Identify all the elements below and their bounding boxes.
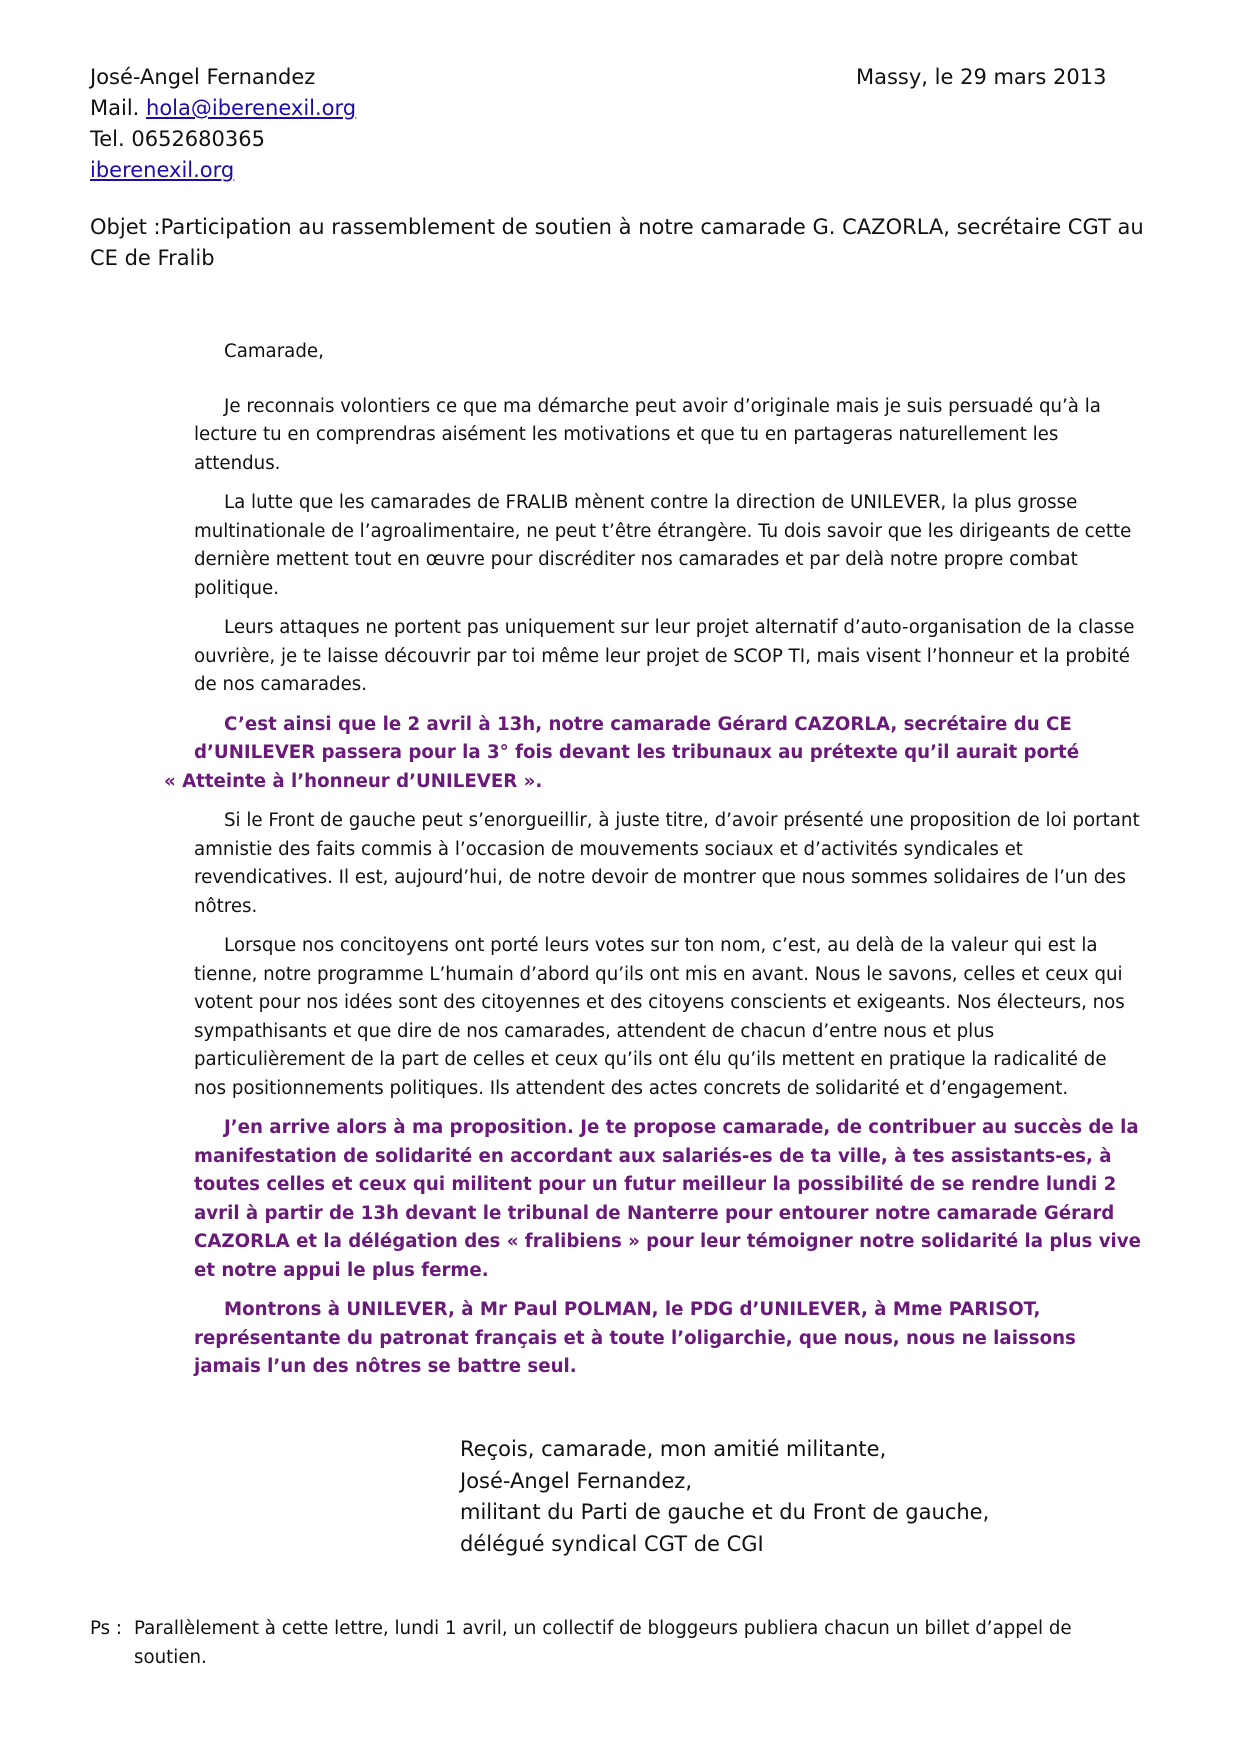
signature-name: José-Angel Fernandez, bbox=[460, 1468, 693, 1493]
greeting: Camarade, bbox=[224, 341, 324, 362]
paragraph: La lutte que les camarades de FRALIB mènent contre la direction de UNILEVER, la plus grosse multinationale de l’agroalimentaire, ne peut t’être étrangère. Tu dois savoir que les dirigeants de cette dernière mettent tout en œuvre pour discréditer nos camarades et par delà notre propre combat politique. bbox=[194, 492, 1132, 599]
letter-subject: Objet :Participation au rassemblement de soutien à notre camarade G. CAZORLA, secrétaire CGT au CE de Fralib bbox=[90, 215, 1144, 270]
letter-body bbox=[164, 338, 1144, 1393]
signature-union: délégué syndical CGT de CGI bbox=[460, 1531, 764, 1556]
website-link[interactable]: iberenexil.org bbox=[90, 158, 235, 182]
postscript bbox=[90, 1614, 1150, 1672]
letter-date: Massy, le 29 mars 2013 bbox=[856, 65, 1107, 89]
sender-mail-line bbox=[90, 93, 356, 124]
highlight-text: C’est ainsi que le 2 avril à 13h, notre camarade Gérard CAZORLA, secrétaire du CE d’UNILEVER passera pour la 3° fois devant les tribunaux au prétexte qu’il aurait porté bbox=[194, 713, 1080, 763]
sender-name: José-Angel Fernandez bbox=[90, 65, 316, 89]
proposal-paragraph: J’en arrive alors à ma proposition. Je te propose camarade, de contribuer au succès de la manifestation de solidarité en accordant aux salariés-es de ta ville, à tes assistants-es, à toutes celles et ceux qui militent pour un futur meilleur la possibilité de se rendre lundi 2 avril à partir de 13h devant le tribunal de Nanterre pour entourer notre camarade Gérard CAZORLA et la délégation des « fralibiens » pour leur témoigner notre solidarité la plus vive et notre appui le plus ferme. bbox=[194, 1117, 1141, 1281]
paragraph: Si le Front de gauche peut s’enorgueillir, à juste titre, d’avoir présenté une proposition de loi portant amnistie des faits commis à l’occasion de mouvements sociaux et d’activités syndicales et revendicatives. Il est, aujourd’hui, de notre devoir de montrer que nous sommes solidaires de l’un des nôtres. bbox=[194, 810, 1140, 917]
ps-text: Parallèlement à cette lettre, lundi 1 avril, un collectif de bloggeurs publiera chacun un billet d’appel de soutien. bbox=[134, 1618, 1072, 1668]
email-link[interactable]: hola@iberenexil.org bbox=[146, 96, 357, 120]
paragraph: Lorsque nos concitoyens ont porté leurs votes sur ton nom, c’est, au delà de la valeur qui est la tienne, notre programme L’humain d’abord qu’ils ont mis en avant. Nous le savons, celles et ceux qui votent pour nos idées sont des citoyennes et des citoyens conscients et exigeants. Nos électeurs, nos sympathisants et que dire de nos camarades, attendent de chacun d’entre nous et plus particulièrement de la part de celles et ceux qu’ils ont élu qu’ils mettent en pratique la radicalité de nos positionnements politiques. Ils attendent des actes concrets de solidarité et d’engagement. bbox=[194, 935, 1125, 1099]
closing-block bbox=[460, 1434, 989, 1560]
call-paragraph: Montrons à UNILEVER, à Mr Paul POLMAN, le PDG d’UNILEVER, à Mme PARISOT, représentante du patronat français et à toute l’oligarchie, que nous, nous ne laissons jamais l’un des nôtres se battre seul. bbox=[194, 1299, 1076, 1377]
sender-site-line bbox=[90, 155, 356, 186]
highlight-paragraph bbox=[164, 711, 1144, 797]
mail-label: Mail. bbox=[90, 96, 147, 120]
signature-role: militant du Parti de gauche et du Front de gauche, bbox=[460, 1500, 990, 1524]
sender-block bbox=[90, 62, 356, 186]
highlight-quote: « Atteinte à l’honneur d’UNILEVER ». bbox=[164, 770, 543, 792]
ps-label: Ps : bbox=[90, 1618, 123, 1639]
paragraph: Leurs attaques ne portent pas uniquement sur leur projet alternatif d’auto-organisation de la classe ouvrière, je te laisse découvrir par toi même leur projet de SCOP TI, mais visent l’honneur et la probité de nos camarades. bbox=[194, 617, 1135, 695]
sender-tel: Tel. 0652680365 bbox=[90, 127, 265, 151]
paragraph: Je reconnais volontiers ce que ma démarche peut avoir d’originale mais je suis persuadé qu’à la lecture tu en comprendras aisément les motivations et que tu en partageras naturellement les attendus. bbox=[194, 395, 1101, 474]
closing-line: Reçois, camarade, mon amitié militante, bbox=[460, 1437, 887, 1461]
